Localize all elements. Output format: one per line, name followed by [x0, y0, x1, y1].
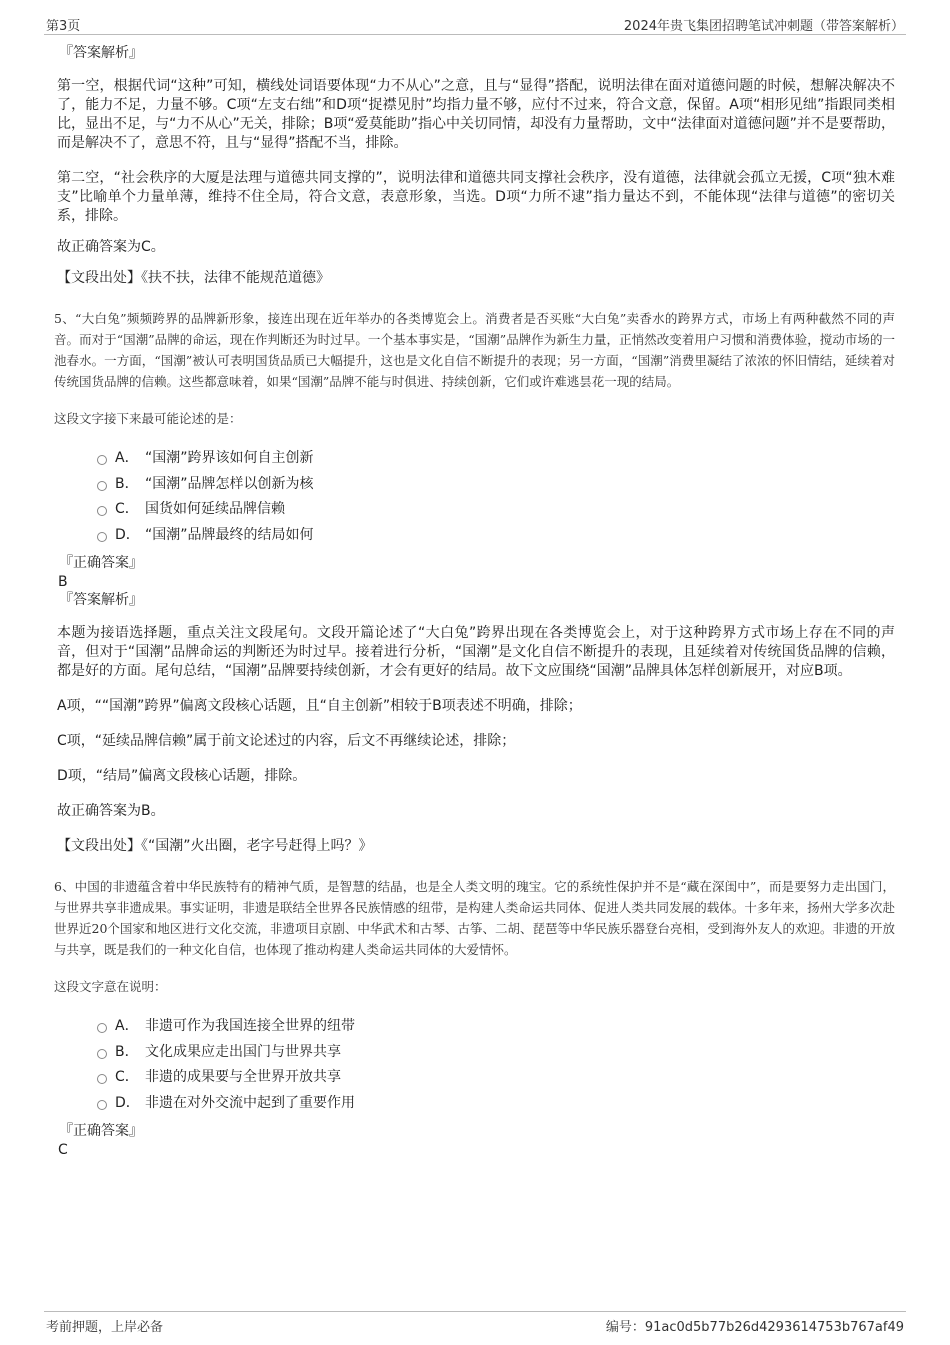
- radio-icon[interactable]: [97, 1100, 107, 1110]
- option-list: [57, 446, 895, 548]
- option-text: “国潮”品牌怎样以创新为核: [145, 475, 314, 492]
- page-content: [54, 44, 895, 1159]
- analysis-paragraph: C项，“延续品牌信赖”属于前文论述过的内容，后文不再继续论述，排除；: [57, 733, 516, 749]
- page-header: [44, 14, 906, 35]
- radio-icon[interactable]: [97, 506, 107, 516]
- option-list: [57, 1014, 895, 1116]
- question-4-analysis: [57, 44, 895, 288]
- radio-icon[interactable]: [97, 1049, 107, 1059]
- radio-icon[interactable]: [97, 532, 107, 542]
- analysis-paragraph: 本题为接语选择题，重点关注文段尾句。文段开篇论述了“大白兔”跨界出现在各类博览会上，对于这种跨界方式市场上存在不同的声音，但对于“国潮”品牌命运的判断还为时过早。接着进行分析，“国潮”是文化自信不断提升的表现，且延续着对传统国货品牌的信赖，都是好的方面。尾句总结，“国潮”品牌要持续创新，才会有更好的结局。故下文应围绕“国潮”品牌具体怎样创新展开，对应B项。: [57, 625, 895, 679]
- correct-answer: B: [58, 574, 68, 590]
- answer-conclusion: 故正确答案为B。: [57, 803, 165, 819]
- option-key: B．: [115, 1043, 139, 1060]
- option-key: A．: [115, 1018, 139, 1034]
- footer-slogan: 考前押题，上岸必备: [46, 1320, 164, 1335]
- radio-icon[interactable]: [97, 481, 107, 491]
- answer-conclusion: 故正确答案为C。: [57, 239, 165, 255]
- option-text: 非遗的成果要与全世界开放共享: [145, 1069, 341, 1085]
- radio-icon[interactable]: [97, 1023, 107, 1033]
- question-5: [54, 308, 895, 856]
- radio-icon[interactable]: [97, 455, 107, 465]
- document-title: 2024年贵飞集团招聘笔试冲刺题（带答案解析）: [623, 19, 904, 34]
- analysis-paragraph: 第一空，根据代词“这种”可知，横线处词语要体现“力不从心”之意，且与“显得”搭配，说明法律在面对道德问题的时候，想解决解决不了，能力不足，力量不够。C项“左支右绌”和D项“捉襟见肘”均指力量不够，应付不过来，符合文意，保留。A项“相形见绌”指跟同类相比，显出不足，与“力不从心”无关，排除；B项“爱莫能助”指心中关切同情，却没有力量帮助，文中“法律面对道德问题”并不是要帮助，而是解决不了，意思不符，且与“显得”搭配不当，排除。: [57, 78, 895, 151]
- correct-answer-label: 『正确答案』: [59, 555, 143, 571]
- analysis-paragraph: 第二空，“社会秩序的大厦是法理与道德共同支撑的”，说明法律和道德共同支撑社会秩序，没有道德，法律就会孤立无援，C项“独木难支”比喻单个力量单薄，维持不住全局，符合文意，表意形象，当选。D项“力所不逮”指力量达不到，不能体现“法律与道德”的密切关系，排除。: [57, 170, 895, 224]
- radio-icon[interactable]: [97, 1074, 107, 1084]
- question-stem: 6、中国的非遗蕴含着中华民族特有的精神气质，是智慧的结晶，也是全人类文明的瑰宝。它的系统性保护并不是“藏在深闺中”，而是要努力走出国门，与世界共享非遗成果。事实证明，非遗是联结全世界各民族情感的纽带，是构建人类命运共同体、促进人类共同发展的载体。十多年来，扬州大学多次赴世界近20个国家和地区进行文化交流，非遗项目京剧、中华武术和古琴、古筝、二胡、琵琶等中华民族乐器登台亮相，受到海外友人的欢迎。非遗的开放与共享，既是我们的一种文化自信，也体现了推动构建人类命运共同体的大爱情怀。: [54, 879, 895, 957]
- source-note: 【文段出处】《扶不扶，法律不能规范道德》: [57, 270, 330, 286]
- option-b[interactable]: [97, 1040, 895, 1066]
- option-b[interactable]: [97, 472, 895, 498]
- option-d[interactable]: [97, 1091, 895, 1117]
- option-text: 非遗在对外交流中起到了重要作用: [145, 1094, 355, 1111]
- correct-answer: C: [58, 1142, 68, 1158]
- option-text: “国潮”跨界该如何自主创新: [145, 450, 314, 466]
- correct-answer-label: 『正确答案』: [59, 1123, 143, 1139]
- analysis-label: 『答案解析』: [59, 592, 143, 608]
- option-a[interactable]: [97, 1014, 895, 1040]
- question-prompt: 这段文字接下来最可能论述的是：: [54, 411, 242, 426]
- option-c[interactable]: [97, 497, 895, 523]
- option-key: A．: [115, 450, 139, 466]
- option-key: C．: [115, 1069, 139, 1085]
- option-a[interactable]: [97, 446, 895, 472]
- question-prompt: 这段文字意在说明：: [54, 979, 167, 994]
- document-id: 编号：91ac0d5b77b26d4293614753b767af49: [605, 1320, 904, 1335]
- option-text: 非遗可作为我国连接全世界的纽带: [145, 1018, 355, 1034]
- option-text: 文化成果应走出国门与世界共享: [145, 1043, 341, 1060]
- page-number: 第3页: [46, 19, 81, 34]
- option-text: 国货如何延续品牌信赖: [145, 501, 285, 517]
- option-key: D．: [115, 526, 140, 543]
- analysis-paragraph: D项，“结局”偏离文段核心话题，排除。: [57, 768, 307, 784]
- option-d[interactable]: [97, 523, 895, 549]
- analysis-paragraph: A项，““国潮”跨界”偏离文段核心话题，且“自主创新”相较于B项表述不明确，排除；: [57, 698, 582, 714]
- page-footer: [44, 1311, 906, 1336]
- option-key: B．: [115, 475, 139, 492]
- option-key: C．: [115, 501, 139, 517]
- question-6: [54, 876, 895, 1159]
- question-stem: 5、“大白兔”频频跨界的品牌新形象，接连出现在近年举办的各类博览会上。消费者是否买账“大白兔”卖香水的跨界方式，市场上有两种截然不同的声音。而对于“国潮”品牌的命运，现在作判断还为时过早。一个基本事实是，“国潮”品牌作为新生力量，正悄然改变着用户习惯和消费体验，搅动市场的一池春水。一方面，“国潮”被认可表明国货品质已大幅提升，这也是文化自信不断提升的表现；另一方面，“国潮”消费里凝结了浓浓的怀旧情结，延续着对传统国货品牌的信赖。这些都意味着，如果“国潮”品牌不能与时俱进、持续创新，它们或许难逃昙花一现的结局。: [54, 311, 895, 389]
- option-c[interactable]: [97, 1065, 895, 1091]
- source-note: 【文段出处】《“国潮”火出圈，老字号赶得上吗？》: [57, 838, 373, 854]
- option-text: “国潮”品牌最终的结局如何: [145, 526, 314, 543]
- option-key: D．: [115, 1094, 140, 1111]
- analysis-label: 『答案解析』: [59, 45, 143, 61]
